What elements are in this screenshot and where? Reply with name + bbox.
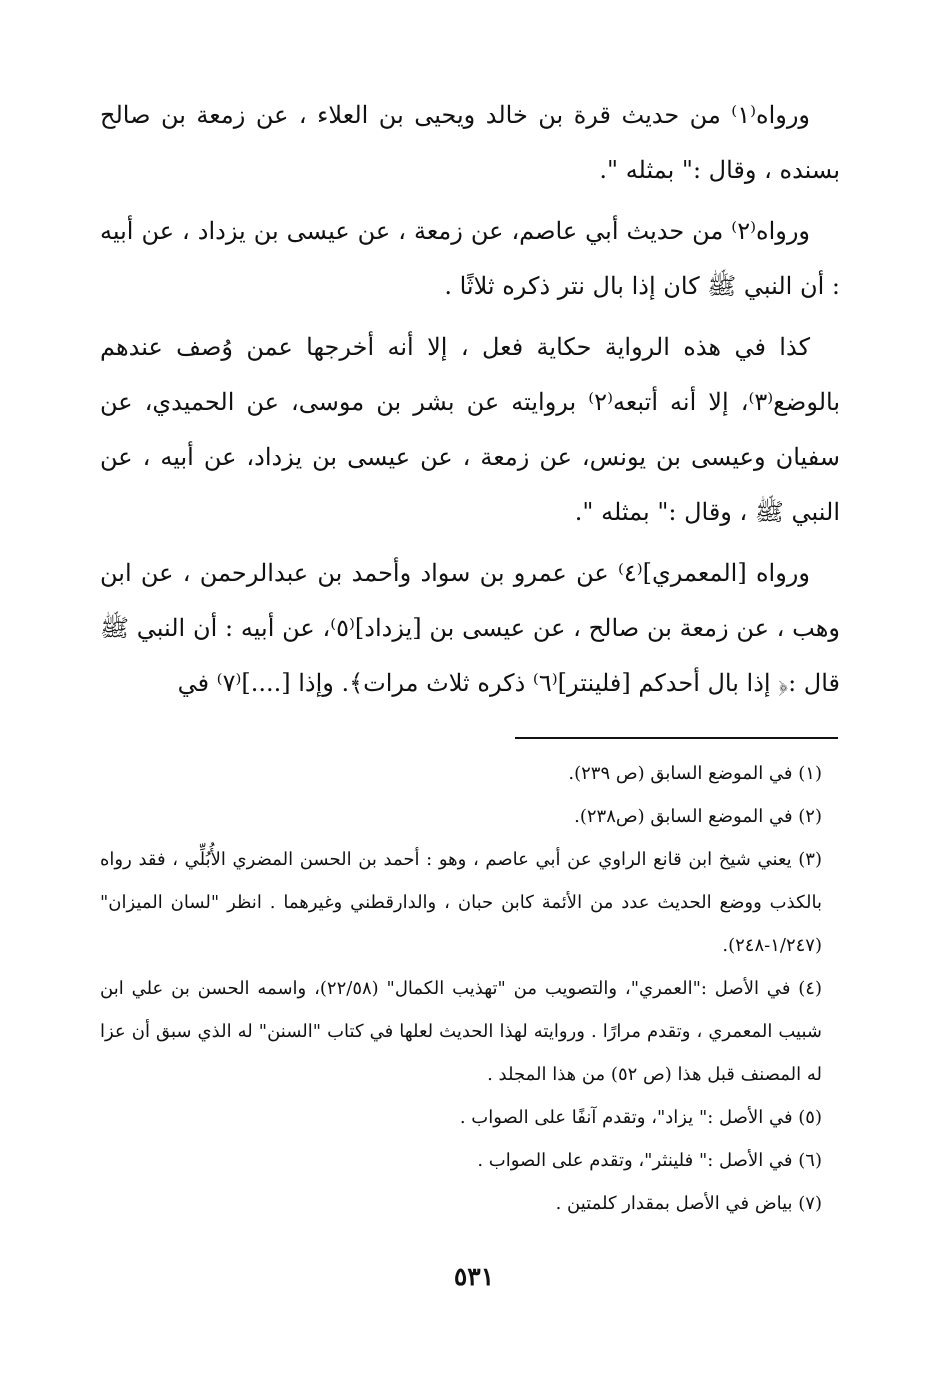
page-number: ٥٣١ bbox=[453, 1262, 495, 1291]
main-text bbox=[100, 88, 840, 717]
paragraph-2: ورواه⁽٢⁾ من حديث أبي عاصم، عن زمعة ، عن عيسى بن يزداد ، عن أبيه : أن النبي ﷺ كان إذا بال نتر ذكره ثلاثًا . bbox=[100, 217, 840, 300]
footnote-2: (٢) في الموضع السابق (ص٢٣٨). bbox=[574, 806, 822, 827]
footnote-6: (٦) في الأصل :" فلينثر"، وتقدم على الصواب . bbox=[477, 1150, 822, 1171]
footnote-1: (١) في الموضع السابق (ص ٢٣٩). bbox=[568, 763, 822, 784]
paragraph-3: كذا في هذه الرواية حكاية فعل ، إلا أنه أخرجها عمن وُصف عندهم بالوضع⁽٣⁾، إلا أنه أتبعه⁽٢⁾ بروايته عن بشر بن موسى، عن الحميدي، عن سفيان وعيسى بن يونس، عن زمعة ، عن عيسى بن يزداد، عن أبيه ، عن النبي ﷺ ، وقال :" بمثله ". bbox=[100, 333, 841, 526]
footnote-4: (٤) في الأصل :"العمري"، والتصويب من "تهذيب الكمال" (٢٢/٥٨)، واسمه الحسن بن علي ابن شبيب المعمري ، وتقدم مرارًا . وروايته لهذا الحديث لعلها في كتاب "السنن" له الذي سبق أن عزا له المصنف قبل هذا (ص ٥٢) من هذا المجلد . bbox=[100, 978, 823, 1085]
footnote-3: (٣) يعني شيخ ابن قانع الراوي عن أبي عاصم ، وهو : أحمد بن الحسن المضري الأُبُلِّي ، فقد رواه بالكذب ووضع الحديث عدد من الأئمة كابن حبان ، والدارقطني وغيرهما . انظر "لسان الميزان" (١/٢٤٧-٢٤٨). bbox=[100, 849, 822, 956]
footnotes bbox=[100, 752, 822, 1225]
footnote-5: (٥) في الأصل :" يزاد"، وتقدم آنفًا على الصواب . bbox=[459, 1107, 822, 1128]
footnote-7: (٧) بياض في الأصل بمقدار كلمتين . bbox=[555, 1193, 822, 1214]
paragraph-4: ورواه [المعمري]⁽٤⁾ عن عمرو بن سواد وأحمد بن عبدالرحمن ، عن ابن وهب ، عن زمعة بن صالح ، عن عيسى بن [يزداد]⁽٥⁾، عن أبيه : أن النبي ﷺ قال :﴿ إذا بال أحدكم [فلينتر]⁽٦⁾ ذكره ثلاث مرات﴾. وإذا [....]⁽٧⁾ في bbox=[100, 559, 840, 697]
footnote-separator bbox=[515, 737, 838, 739]
paragraph-1: ورواه⁽١⁾ من حديث قرة بن خالد ويحيى بن العلاء ، عن زمعة بن صالح بسنده ، وقال :" بمثله ". bbox=[100, 101, 840, 184]
